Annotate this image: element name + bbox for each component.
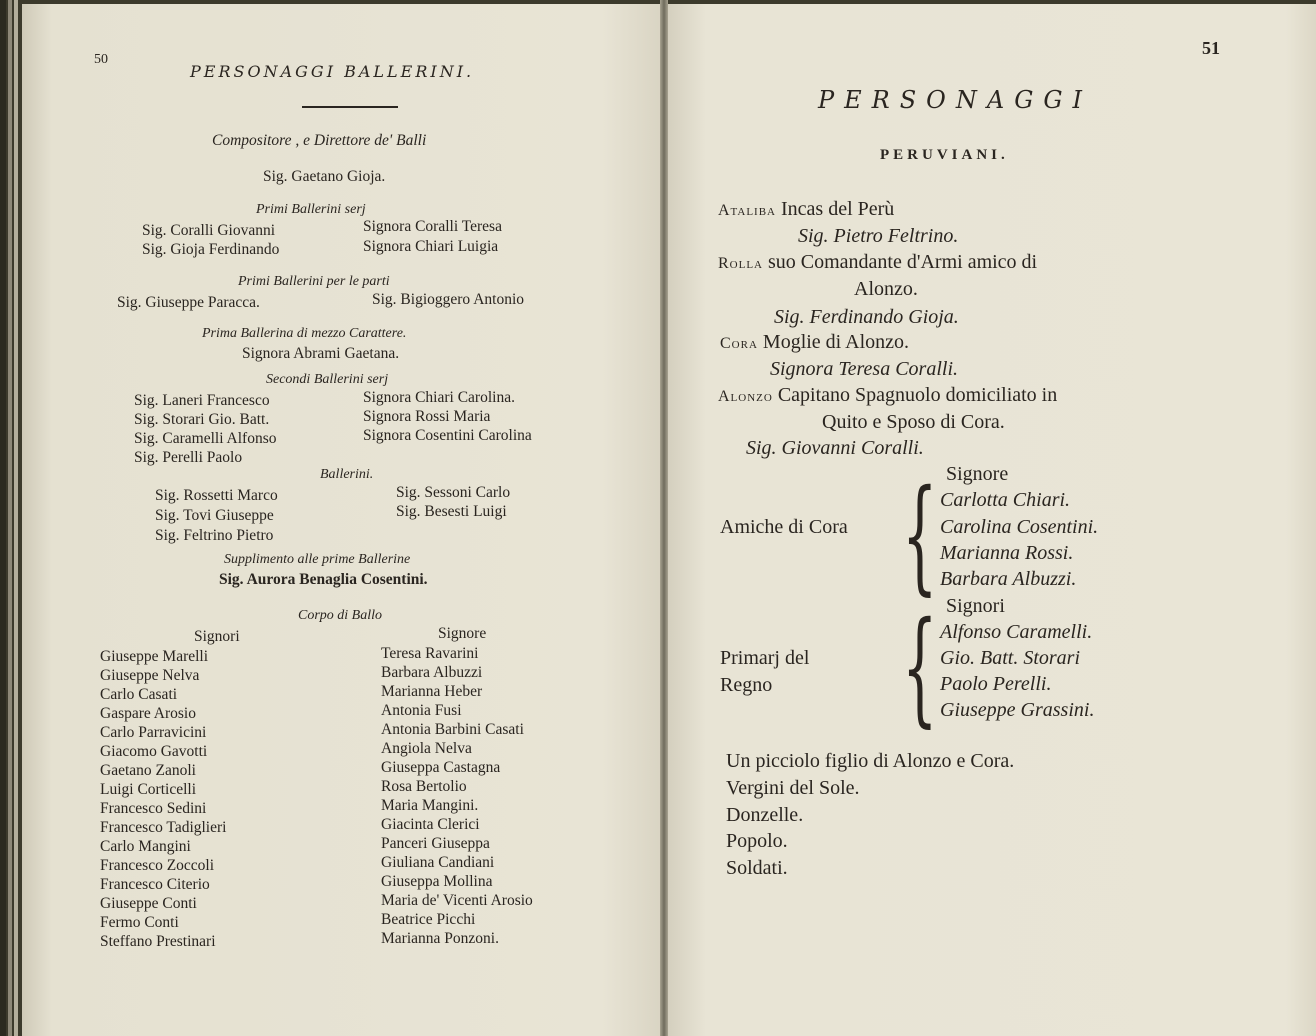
dancer-name: Sig. Tovi Giuseppe (155, 507, 274, 524)
corpo-member-name: Antonia Barbini Casati (381, 721, 524, 738)
corpo-member-name: Marianna Ponzoni. (381, 930, 499, 947)
group-label: Primarj del (720, 647, 810, 669)
page-title: PERSONAGGI (818, 86, 1093, 114)
character-role-cont: Quito e Sposo di Cora. (822, 411, 1005, 433)
extra-line: Popolo. (726, 830, 788, 852)
member-name: Alfonso Caramelli. (940, 621, 1093, 643)
corpo-member-name: Rosa Bertolio (381, 778, 467, 795)
page-title: PERSONAGGI BALLERINI. (190, 62, 475, 81)
dancer-name: Signora Coralli Teresa (363, 218, 502, 235)
corpo-member-name: Teresa Ravarini (381, 645, 479, 662)
dancer-name: Signora Cosentini Carolina (363, 427, 532, 444)
corpo-member-name: Giacinta Clerici (381, 816, 480, 833)
extra-line: Donzelle. (726, 804, 804, 826)
character-line (718, 198, 894, 221)
corpo-member-name: Giacomo Gavotti (100, 743, 208, 760)
corpo-member-name: Francesco Zoccoli (100, 857, 215, 874)
left-page (22, 4, 662, 1036)
actor-name: Sig. Giovanni Coralli. (746, 437, 924, 459)
corpo-member-name: Antonia Fusi (381, 702, 462, 719)
member-name: Barbara Albuzzi. (940, 568, 1077, 590)
corpo-member-name: Maria de' Vicenti Arosio (381, 892, 533, 909)
member-name: Carlotta Chiari. (940, 489, 1071, 511)
member-name: Carolina Cosentini. (940, 516, 1099, 538)
dancer-name: Sig. Perelli Paolo (134, 449, 243, 466)
column-heading: Signori (194, 628, 240, 645)
actor-name: Signora Teresa Coralli. (770, 358, 958, 380)
dancer-name: Sig. Gioja Ferdinando (142, 241, 280, 258)
dancer-name: Signora Rossi Maria (363, 408, 491, 425)
dancer-name: Sig. Caramelli Alfonso (134, 430, 277, 447)
corpo-member-name: Maria Mangini. (381, 797, 479, 814)
corpo-member-name: Luigi Corticelli (100, 781, 196, 798)
column-heading: Signore (438, 625, 487, 642)
character-role: Incas del Perù (781, 198, 895, 220)
character-line (720, 331, 909, 354)
section-heading: Primi Ballerini per le parti (238, 274, 390, 289)
group-heading: Signore (946, 463, 1009, 485)
page-number: 51 (1202, 38, 1220, 58)
corpo-member-name: Marianna Heber (381, 683, 483, 700)
corpo-member-name: Barbara Albuzzi (381, 664, 483, 681)
character-role: Capitano Spagnuolo domiciliato in (777, 384, 1058, 406)
corpo-member-name: Giuseppa Mollina (381, 873, 493, 890)
corpo-member-name: Giuseppe Conti (100, 895, 197, 912)
corpo-member-name: Francesco Sedini (100, 800, 207, 817)
group-heading: Signori (946, 595, 1005, 617)
dancer-name: Signora Chiari Carolina. (363, 389, 515, 406)
character-role: Moglie di Alonzo. (762, 331, 910, 353)
page-number: 50 (94, 52, 108, 67)
character-line (718, 251, 1037, 274)
corpo-member-name: Carlo Casati (100, 686, 178, 703)
page-stack-left (8, 0, 12, 1036)
corpo-member-name: Gaspare Arosio (100, 705, 196, 722)
character-name: Ataliba (718, 202, 776, 219)
actor-name: Sig. Pietro Feltrino. (798, 225, 959, 247)
dancer-name: Sig. Storari Gio. Batt. (134, 411, 270, 428)
section-heading: Ballerini. (320, 467, 374, 482)
title-rule (302, 106, 398, 108)
corpo-member-name: Francesco Tadiglieri (100, 819, 227, 836)
dancer-name: Sig. Rossetti Marco (155, 487, 278, 504)
corpo-member-name: Francesco Citerio (100, 876, 210, 893)
brace: { (902, 464, 938, 608)
member-name: Gio. Batt. Storari (940, 647, 1081, 669)
corpo-member-name: Giuseppa Castagna (381, 759, 501, 776)
character-role-cont: Alonzo. (854, 278, 918, 300)
character-name: Alonzo (718, 388, 773, 405)
corpo-member-name: Fermo Conti (100, 914, 179, 931)
group-label: Amiche di Cora (720, 516, 848, 538)
corpo-member-name: Giuseppe Marelli (100, 648, 209, 665)
composer-name: Sig. Gaetano Gioja. (263, 168, 386, 185)
extra-line: Soldati. (726, 857, 788, 879)
corpo-member-name: Giuseppe Nelva (100, 667, 200, 684)
dancer-name: Sig. Bigioggero Antonio (372, 291, 524, 308)
book-edge-left (0, 0, 6, 1036)
corpo-member-name: Carlo Parravicini (100, 724, 207, 741)
character-line (718, 384, 1057, 407)
section-heading: Corpo di Ballo (298, 608, 383, 623)
dancer-name: Sig. Feltrino Pietro (155, 527, 274, 544)
right-page (666, 4, 1316, 1036)
actor-name: Sig. Ferdinando Gioja. (774, 306, 959, 328)
extra-line: Vergini del Sole. (726, 777, 860, 799)
corpo-member-name: Gaetano Zanoli (100, 762, 196, 779)
dancer-name: Signora Abrami Gaetana. (242, 345, 400, 362)
character-name: Cora (720, 335, 758, 352)
brace: { (902, 596, 938, 740)
section-heading: Supplimento alle prime Ballerine (224, 552, 411, 567)
member-name: Giuseppe Grassini. (940, 699, 1095, 721)
corpo-member-name: Giuliana Candiani (381, 854, 495, 871)
character-role: suo Comandante d'Armi amico di (768, 251, 1038, 273)
corpo-member-name: Carlo Mangini (100, 838, 191, 855)
dancer-name: Sig. Aurora Benaglia Cosentini. (219, 571, 428, 588)
page-stack-left-inner (14, 0, 18, 1036)
dancer-name: Sig. Laneri Francesco (134, 392, 270, 409)
dancer-name: Signora Chiari Luigia (363, 238, 499, 255)
character-name: Rolla (718, 255, 763, 272)
extra-line: Un picciolo figlio di Alonzo e Cora. (726, 750, 1015, 772)
section-heading: Prima Ballerina di mezzo Carattere. (202, 326, 407, 341)
group-label: Regno (720, 674, 773, 696)
book-gutter (660, 0, 668, 1036)
dancer-name: Sig. Sessoni Carlo (396, 484, 511, 501)
page-subtitle: PERUVIANI. (880, 147, 1009, 163)
dancer-name: Sig. Coralli Giovanni (142, 222, 276, 239)
member-name: Marianna Rossi. (940, 542, 1074, 564)
corpo-member-name: Beatrice Picchi (381, 911, 476, 928)
corpo-member-name: Steffano Prestinari (100, 933, 216, 950)
dancer-name: Sig. Giuseppe Paracca. (117, 294, 260, 311)
member-name: Paolo Perelli. (940, 673, 1052, 695)
composer-heading: Compositore , e Direttore de' Balli (212, 132, 427, 149)
section-heading: Primi Ballerini serj (256, 202, 366, 217)
corpo-member-name: Angiola Nelva (381, 740, 472, 757)
section-heading: Secondi Ballerini serj (266, 372, 389, 387)
corpo-member-name: Panceri Giuseppa (381, 835, 490, 852)
dancer-name: Sig. Besesti Luigi (396, 503, 507, 520)
